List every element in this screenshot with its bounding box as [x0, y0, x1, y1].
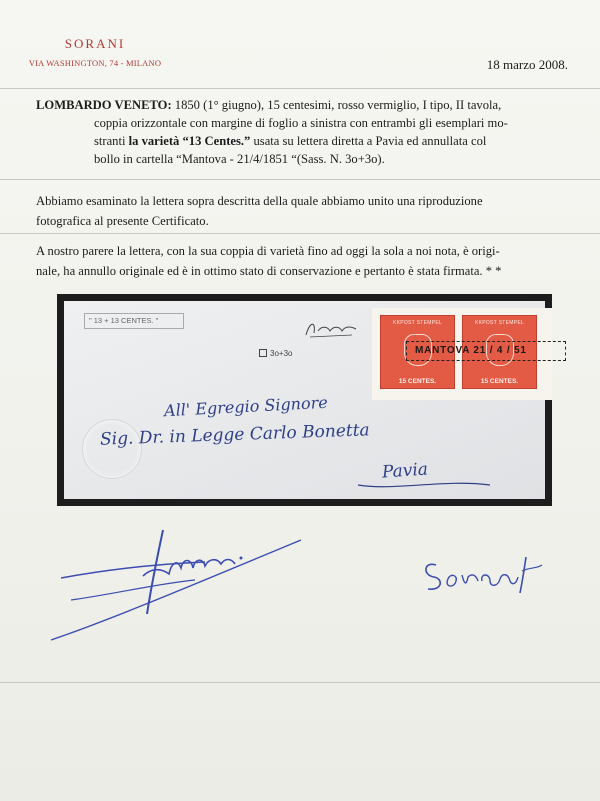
- underline-flourish-icon: [354, 477, 494, 493]
- description-line-4: bollo in cartella “Mantova - 21/4/1851 “(Sass. N. 3o+3o).: [94, 152, 385, 166]
- cover-photo: [57, 294, 552, 506]
- cover-letter: [64, 301, 545, 499]
- signature-left-icon: [45, 528, 305, 648]
- description-line-3: [36, 132, 568, 150]
- stamp-left-top: KKPOST STEMPEL: [392, 320, 443, 326]
- pencil-signature-icon: [302, 315, 362, 341]
- description-line-3-pre: stranti: [94, 134, 129, 148]
- brand-name: SORANI: [64, 36, 126, 51]
- address-line-1: All' Egregio Signore: [163, 392, 329, 421]
- rule-mid-2: [0, 233, 600, 234]
- certificate-date: 18 marzo 2008.: [486, 57, 568, 72]
- address-line-3: Pavia: [381, 459, 429, 483]
- examination-paragraph: [36, 191, 568, 231]
- description-line-2: coppia orizzontale con margine di foglio a sinistra con entrambi gli esemplari mo-: [94, 116, 508, 130]
- opinion-line-1: A nostro parere la lettera, con la sua coppia di varietà fino ad oggi la sola a noi nota, è origi-: [36, 244, 500, 258]
- description-heading: LOMBARDO VENETO:: [36, 98, 172, 112]
- variety-highlight: la varietà “13 Centes.”: [128, 134, 251, 148]
- opinion-line-2: nale, ha annullo originale ed è in ottimo stato di conservazione e pertanto è stata firmata. * *: [36, 264, 502, 278]
- rule-top: [0, 88, 600, 89]
- opinion-paragraph: [36, 241, 568, 281]
- rule-mid-1: [0, 179, 600, 180]
- stamp-description: [36, 96, 568, 168]
- description-line-3-post: usata su lettera diretta a Pavia ed annullata col: [250, 134, 487, 148]
- pencil-note: " 13 + 13 CENTES. ": [84, 313, 184, 329]
- sass-box-icon: [259, 349, 267, 357]
- signature-right-icon: [418, 553, 548, 599]
- description-line-1: [36, 96, 568, 114]
- stamp-left-value: 15 CENTES.: [398, 378, 437, 385]
- cancellation-postmark: MANTOVA 21 / 4 / 51: [406, 341, 566, 361]
- examination-line-1: Abbiamo esaminato la lettera sopra descritta della quale abbiamo unito una riproduzione: [36, 194, 483, 208]
- stamp-right-value: 15 CENTES.: [480, 378, 519, 385]
- examination-line-2: fotografica al presente Certificato.: [36, 214, 209, 228]
- description-line-1-text: 1850 (1° giugno), 15 centesimi, rosso vermiglio, I tipo, II tavola,: [171, 98, 502, 112]
- sass-note: [259, 349, 292, 358]
- stamp-right-top: KKPOST STEMPEL: [474, 320, 525, 326]
- rule-bottom: [0, 682, 600, 683]
- sass-note-text: 3o+3o: [270, 349, 293, 358]
- address-line-2: Sig. Dr. in Legge Carlo Bonetta: [99, 420, 370, 450]
- brand-address: VIA WASHINGTON, 74 - MILANO: [28, 58, 162, 68]
